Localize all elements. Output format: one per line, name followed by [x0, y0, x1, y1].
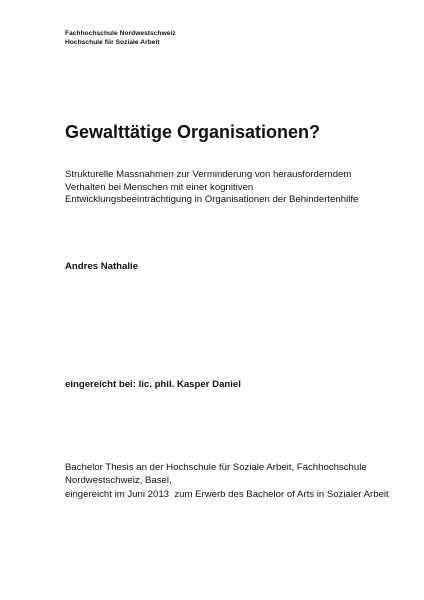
thesis-line-3: eingereicht im Juni 2013 zum Erwerb des Bachelor of Arts in Sozialer Arbeit — [65, 488, 389, 500]
document-title: Gewalttätige Organisationen? — [65, 122, 321, 142]
institution-block — [65, 30, 176, 47]
thesis-statement — [65, 461, 389, 501]
institution-name: Fachhochschule Nordwestschweiz — [65, 30, 176, 37]
author-name: Andres Nathalie — [65, 261, 139, 272]
school-name: Hochschule für Soziale Arbeit — [65, 38, 160, 46]
thesis-line-1: Bachelor Thesis an der Hochschule für Soziale Arbeit, Fachhochschule — [65, 462, 367, 473]
document-subtitle — [65, 169, 358, 207]
subtitle-line-2: Verhalten bei Menschen mit einer kognitiven — [65, 181, 254, 193]
advisor-line: eingereicht bei: lic. phil. Kasper Daniel — [65, 379, 241, 390]
subtitle-line-3: Entwicklungsbeeinträchtigung in Organisationen der Behindertenhilfe — [65, 194, 359, 206]
subtitle-line-1: Strukturelle Massnahmen zur Verminderung von herausforderndem — [65, 169, 352, 180]
thesis-line-2: Nordwestschweiz, Basel, — [65, 475, 172, 487]
